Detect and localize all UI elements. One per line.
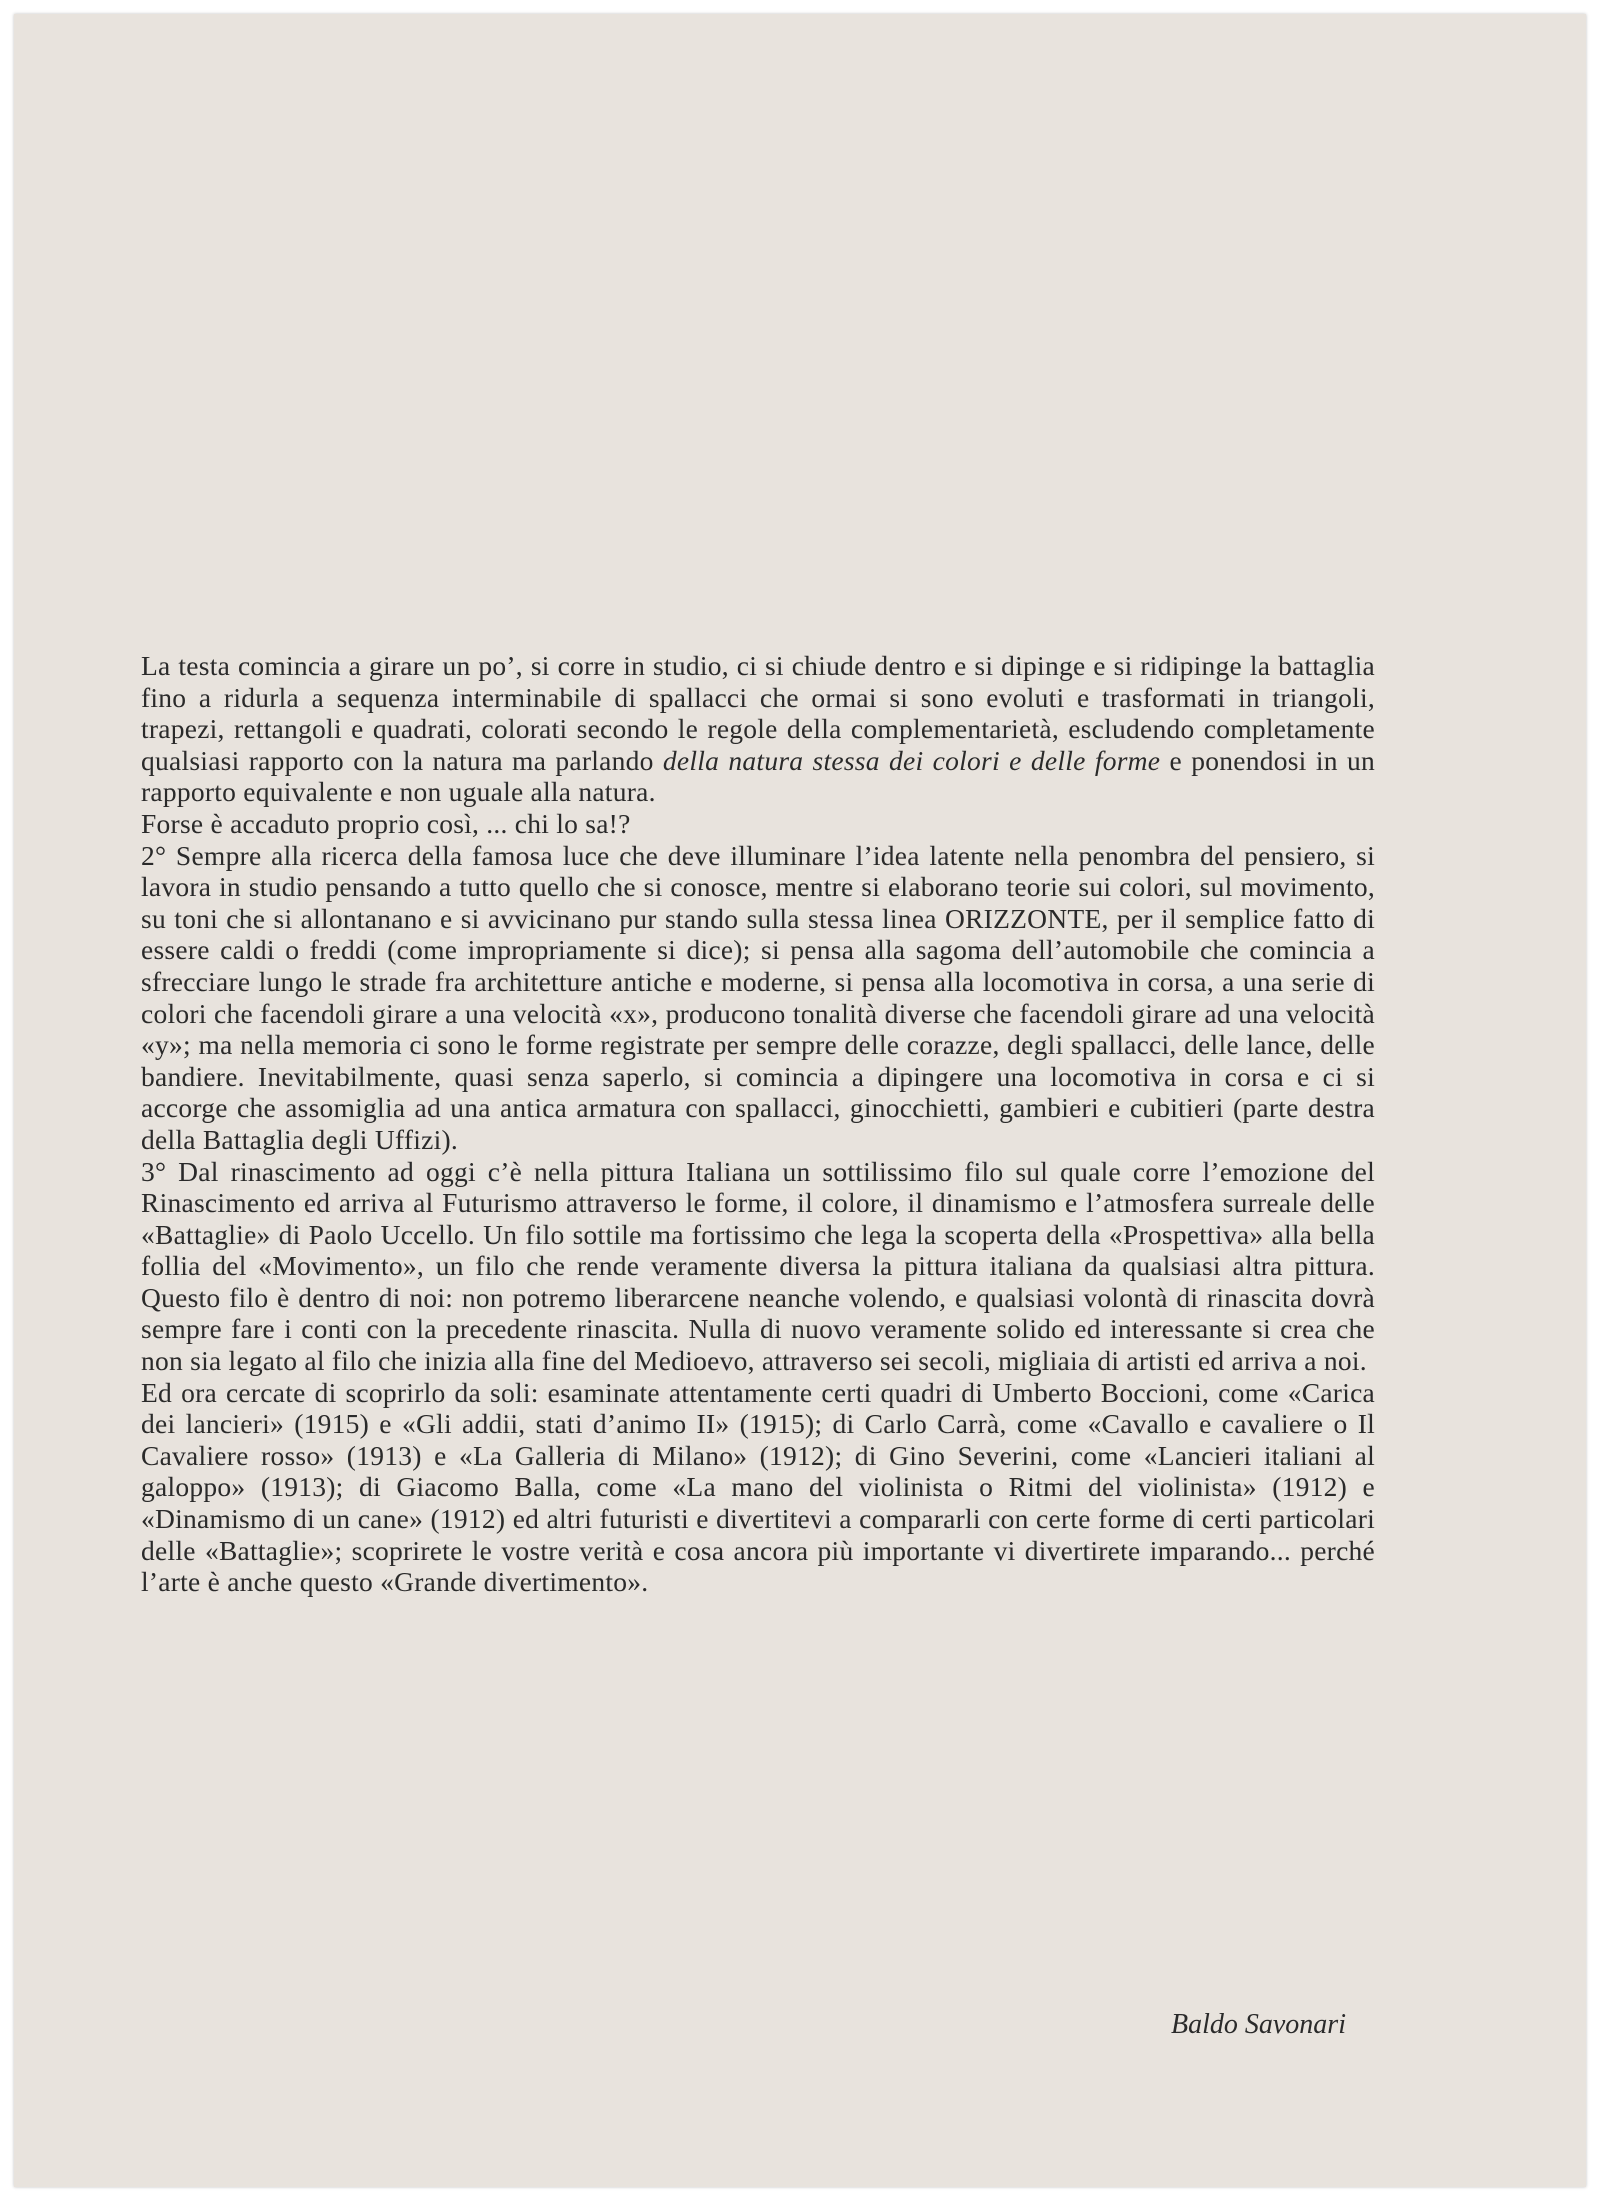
paragraph-1-after: e ponendosi in un rapporto equivalente e non uguale alla natura. xyxy=(141,744,1376,808)
page-sheet xyxy=(14,14,1586,2187)
paragraph-2: Forse è accaduto proprio così, ... chi lo sa!? xyxy=(141,807,631,839)
paragraph-5: Ed ora cercate di scoprirlo da soli: esaminate attentamente certi quadri di Umberto Boccioni, come «Carica dei lancieri» (1915) e «Gli addii, stati d’animo II» (1915); di Carlo Carrà, come «Cavallo e cavaliere o Il Cavaliere rosso» (1913) e «La Galleria di Milano» (1912); di Gino Severini, come «Lancieri italiani al galoppo» (1913); di Giacomo Balla, come «La mano del violinista o Ritmi del violinista» (1912) e «Dinamismo di un cane» (1912) ed altri futuristi e divertitevi a compararli con certe forme di certi particolari delle «Battaglie»; scoprirete le vostre verità e cosa ancora più importante vi divertirete imparando... perché l’arte è anche questo «Grande divertimento». xyxy=(141,1376,1375,1598)
paragraph-1-before: La testa comincia a girare un po’, si corre in studio, ci si chiude dentro e si dipinge e si ridipinge la battaglia fino a ridurla a sequenza interminabile di spallacci che ormai si sono evoluti e trasformati in triangoli, trapezi, rettangoli e quadrati, colorati secondo le regole della complementarietà, escludendo completamente qualsiasi rapporto con la natura ma parlando xyxy=(141,650,1375,776)
author-signature: Baldo Savonari xyxy=(1171,2009,1346,2040)
paragraph-4: 3° Dal rinascimento ad oggi c’è nella pittura Italiana un sottilissimo filo sul quale corre l’emozione del Rinascimento ed arriva al Futurismo attraverso le forme, il colore, il dinamismo e l’atmosfera surreale delle «Battaglie» di Paolo Uccello. Un filo sottile ma fortissimo che lega la scoperta della «Prospettiva» alla bella follia del «Movimento», un filo che rende veramente diversa la pittura italiana da qualsiasi altra pittura. Questo filo è dentro di noi: non potremo liberarcene neanche volendo, e qualsiasi volontà di rinascita dovrà sempre fare i conti con la precedente rinascita. Nulla di nuovo veramente solido ed interessante si crea che non sia legato al filo che inizia alla fine del Medioevo, attraverso sei secoli, migliaia di artisti ed arriva a noi. xyxy=(141,1155,1375,1377)
paragraph-1 xyxy=(141,650,1375,808)
paragraph-1-italic: della natura stessa dei colori e delle forme xyxy=(662,744,1161,776)
body-text xyxy=(141,650,1375,1598)
paragraph-3: 2° Sempre alla ricerca della famosa luce che deve illuminare l’idea latente nella penombra del pensiero, si lavora in studio pensando a tutto quello che si conosce, mentre si elaborano teorie sui colori, sul movimento, su toni che si allontanano e si avvicinano pur stando sulla stessa linea ORIZZONTE, per il semplice fatto di essere caldi o freddi (come impropriamente si dice); si pensa alla sagoma dell’automobile che comincia a sfrecciare lungo le strade fra architetture antiche e moderne, si pensa alla locomotiva in corsa, a una serie di colori che facendoli girare a una velocità «x», producono tonalità diverse che facendoli girare ad una velocità «y»; ma nella memoria ci sono le forme registrate per sempre delle corazze, degli spallacci, delle lance, delle bandiere. Inevitabilmente, quasi senza saperlo, si comincia a dipingere una locomotiva in corsa e ci si accorge che assomiglia ad una antica armatura con spallacci, ginocchietti, gambieri e cubitieri (parte destra della Battaglia degli Uffizi). xyxy=(141,839,1375,1155)
